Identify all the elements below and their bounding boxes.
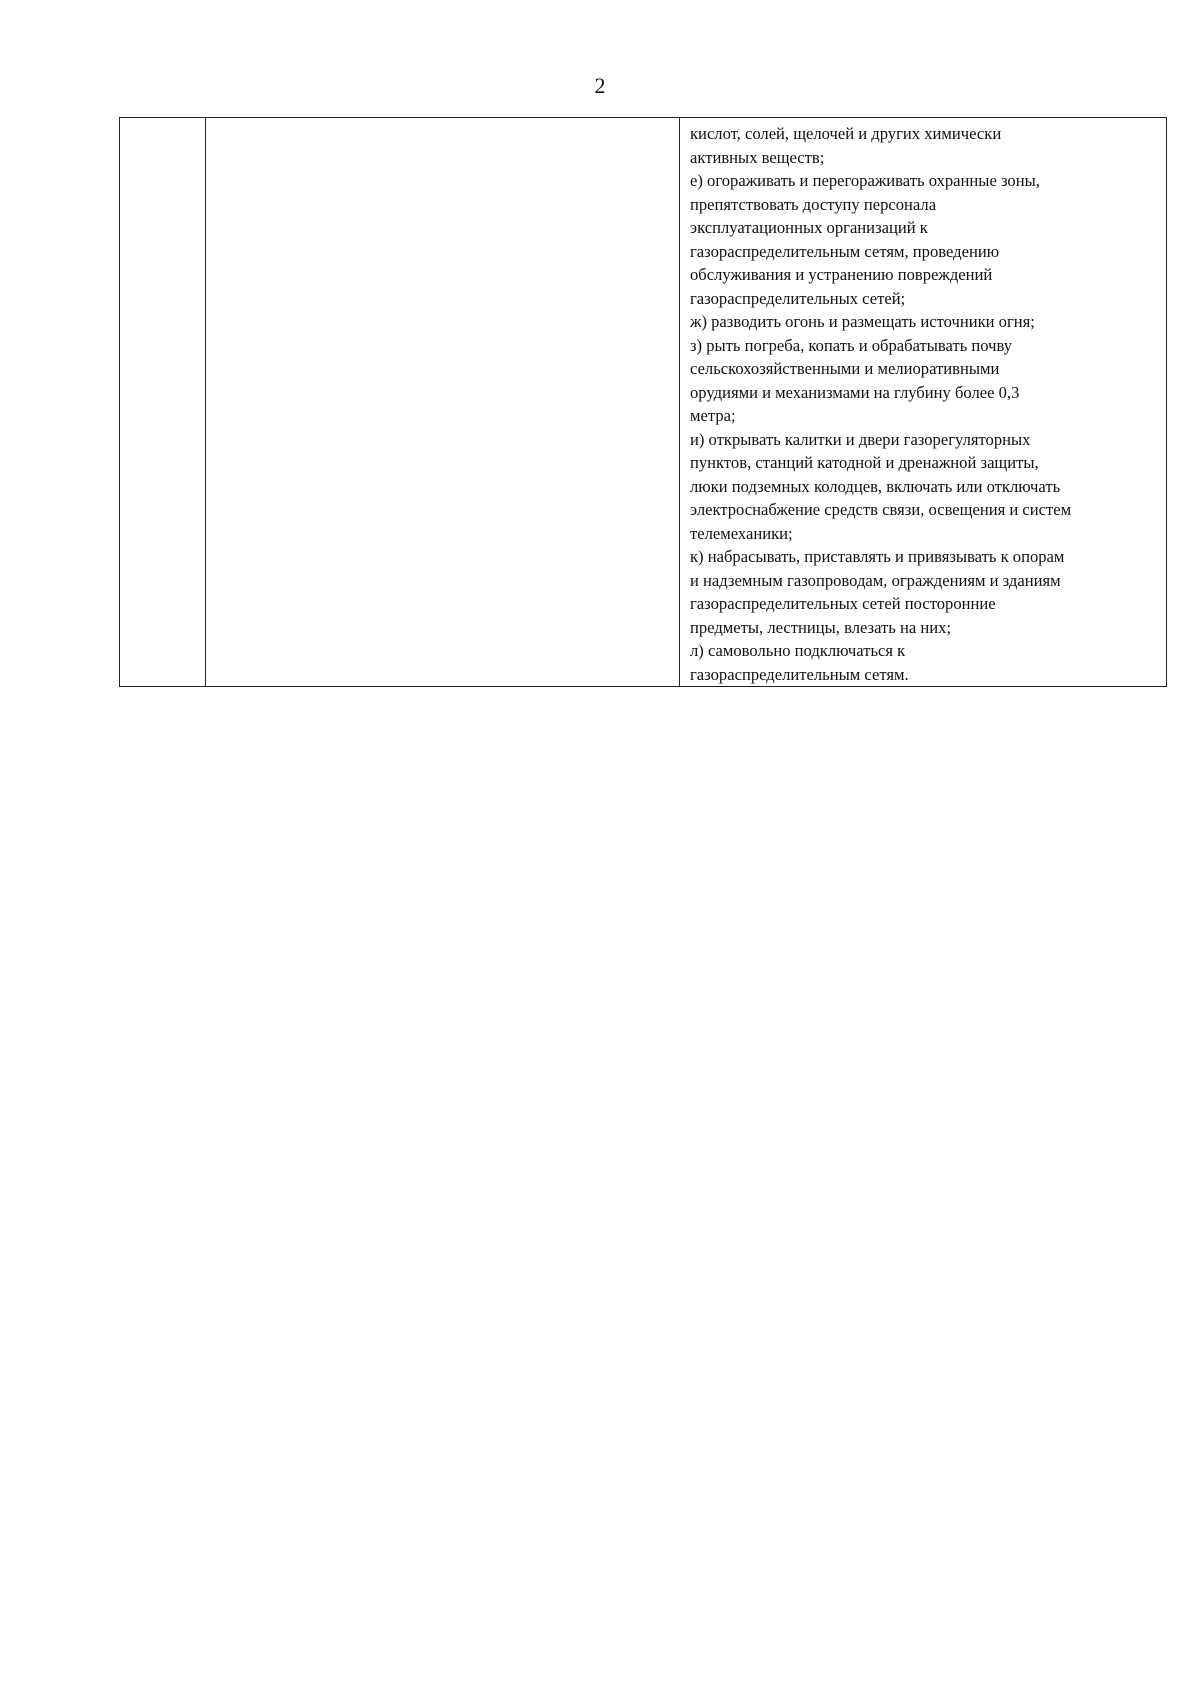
restrictions-text bbox=[680, 118, 1166, 686]
restriction-line: метра; bbox=[690, 406, 736, 425]
restriction-line: газораспределительным сетям. bbox=[690, 664, 909, 684]
restriction-line: газораспределительным сетям, проведению bbox=[690, 241, 1000, 261]
restriction-line: пунктов, станций катодной и дренажной защиты, bbox=[690, 453, 1039, 472]
restriction-line: з) рыть погреба, копать и обрабатывать почву bbox=[690, 335, 1013, 355]
restriction-line: ж) разводить огонь и размещать источники огня; bbox=[690, 312, 1035, 331]
restriction-line: и надземным газопроводам, ограждениям и зданиям bbox=[690, 570, 1061, 590]
cell-name-text bbox=[206, 118, 679, 122]
restriction-line: эксплуатационных организаций к bbox=[690, 218, 928, 237]
page-number: 2 bbox=[594, 73, 606, 98]
restriction-line: и) открывать калитки и двери газорегуляторных bbox=[690, 429, 1031, 449]
restriction-line: газораспределительных сетей; bbox=[690, 288, 906, 308]
restriction-line: электроснабжение средств связи, освещения и систем bbox=[690, 500, 1072, 519]
restriction-line: активных веществ; bbox=[690, 147, 825, 167]
restriction-line: кислот, солей, щелочей и других химически bbox=[690, 124, 1002, 143]
restriction-line: газораспределительных сетей посторонние bbox=[690, 594, 996, 613]
table-cell-number bbox=[120, 118, 206, 687]
restriction-line: препятствовать доступу персонала bbox=[690, 194, 937, 214]
restriction-line: орудиями и механизмами на глубину более 0,3 bbox=[690, 382, 1020, 402]
restriction-line: обслуживания и устранению повреждений bbox=[690, 265, 993, 284]
restrictions-table bbox=[119, 117, 1167, 687]
restriction-line: телемеханики; bbox=[690, 523, 793, 543]
table-row bbox=[120, 118, 1167, 687]
restriction-line: сельскохозяйственными и мелиоративными bbox=[690, 359, 1000, 378]
table-cell-name bbox=[206, 118, 680, 687]
restriction-line: к) набрасывать, приставлять и привязывать к опорам bbox=[690, 547, 1065, 566]
cell-number-text bbox=[120, 118, 205, 122]
restriction-line: предметы, лестницы, влезать на них; bbox=[690, 617, 952, 637]
restriction-line: люки подземных колодцев, включать или отключать bbox=[690, 476, 1061, 496]
restriction-line: л) самовольно подключаться к bbox=[690, 641, 906, 660]
table-cell-restrictions bbox=[680, 118, 1167, 687]
restriction-line: е) огораживать и перегораживать охранные зоны, bbox=[690, 171, 1040, 190]
